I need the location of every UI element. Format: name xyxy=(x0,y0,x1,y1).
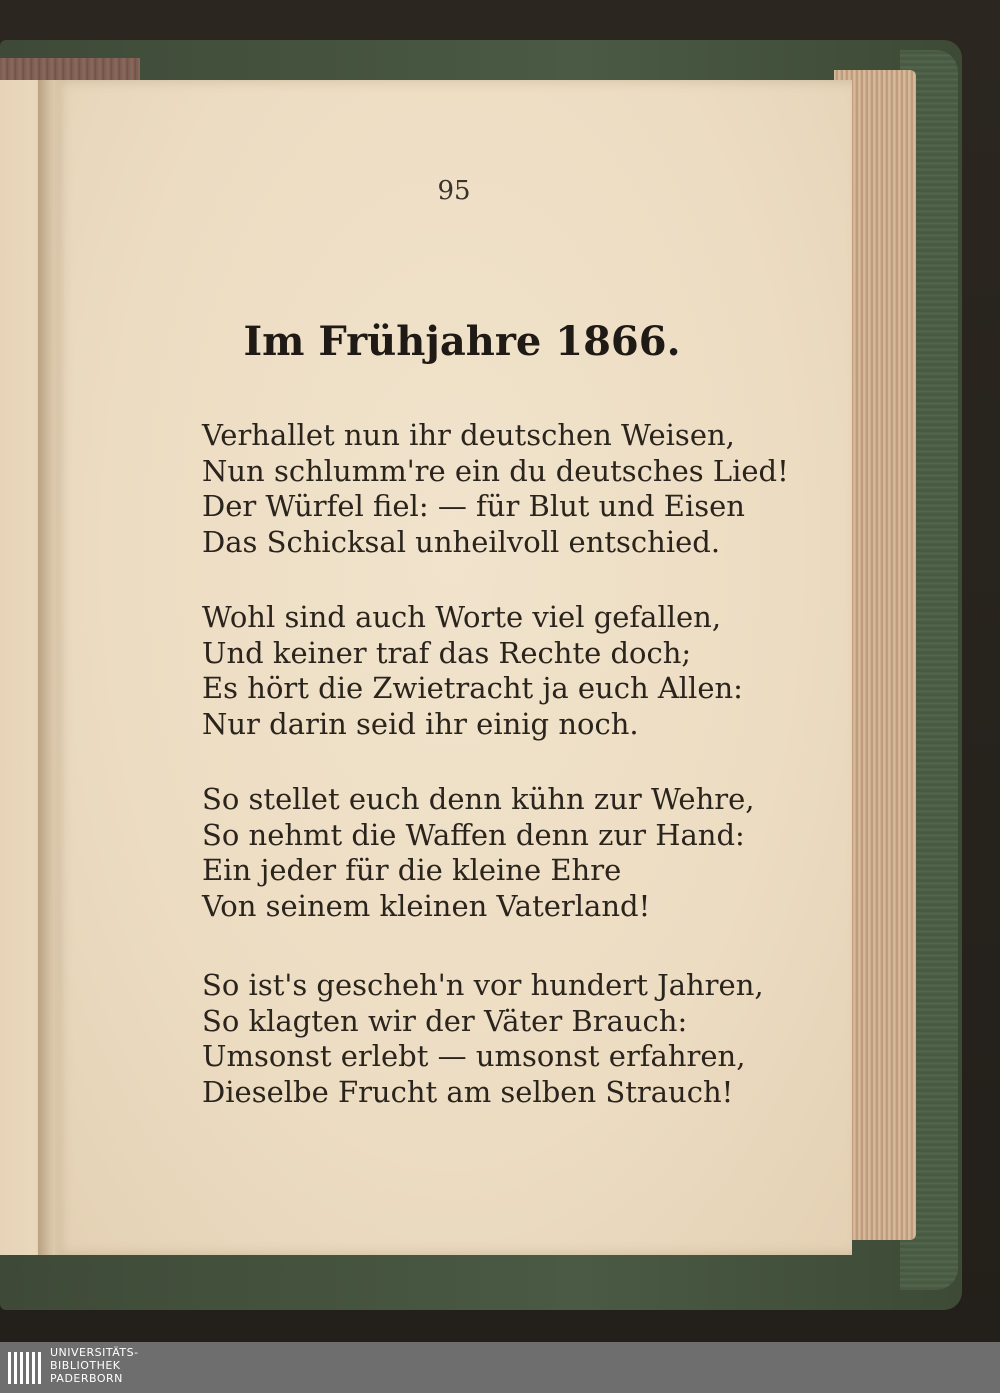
library-name-line: BIBLIOTHEK xyxy=(50,1359,121,1372)
verse-line: So klagten wir der Väter Brauch: xyxy=(202,1003,688,1038)
page-gutter-shadow xyxy=(38,80,64,1255)
book-page xyxy=(52,80,852,1255)
library-columns-icon xyxy=(6,1348,42,1388)
stanza xyxy=(202,418,822,560)
poem-title: Im Frühjahre 1866. xyxy=(243,318,681,365)
stanza xyxy=(202,782,822,924)
library-name xyxy=(50,1346,139,1385)
verse-line: Von seinem kleinen Vaterland! xyxy=(202,888,651,923)
binding-strip xyxy=(0,58,140,82)
library-name-line: PADERBORN xyxy=(50,1372,123,1385)
library-footer xyxy=(0,1342,1000,1393)
verse-line: So ist's gescheh'n vor hundert Jahren, xyxy=(202,968,764,1002)
verse-line: Nun schlumm're ein du deutsches Lied! xyxy=(202,453,789,488)
verse-line: Wohl sind auch Worte viel gefallen, xyxy=(202,600,722,634)
verse-line: Umsonst erlebt — umsonst erfahren, xyxy=(202,1039,746,1073)
verse-line: Und keiner traf das Rechte doch; xyxy=(202,635,692,670)
verse-line: So nehmt die Waffen denn zur Hand: xyxy=(202,817,745,852)
verse-line: So stellet euch denn kühn zur Wehre, xyxy=(202,782,755,816)
verse-line: Der Würfel fiel: — für Blut und Eisen xyxy=(202,489,745,523)
page-number: 95 xyxy=(437,176,471,206)
library-name-line: UNIVERSITÄTS- xyxy=(50,1346,139,1359)
verse-line: Verhallet nun ihr deutschen Weisen, xyxy=(202,418,735,452)
verse-line: Ein jeder für die kleine Ehre xyxy=(202,853,622,887)
stanza xyxy=(202,600,822,742)
stanza xyxy=(202,968,822,1110)
verse-line: Nur darin seid ihr einig noch. xyxy=(202,706,639,741)
verse-line: Das Schicksal unheilvoll entschied. xyxy=(202,524,721,559)
verse-line: Dieselbe Frucht am selben Strauch! xyxy=(202,1074,734,1109)
verse-line: Es hört die Zwietracht ja euch Allen: xyxy=(202,671,743,705)
